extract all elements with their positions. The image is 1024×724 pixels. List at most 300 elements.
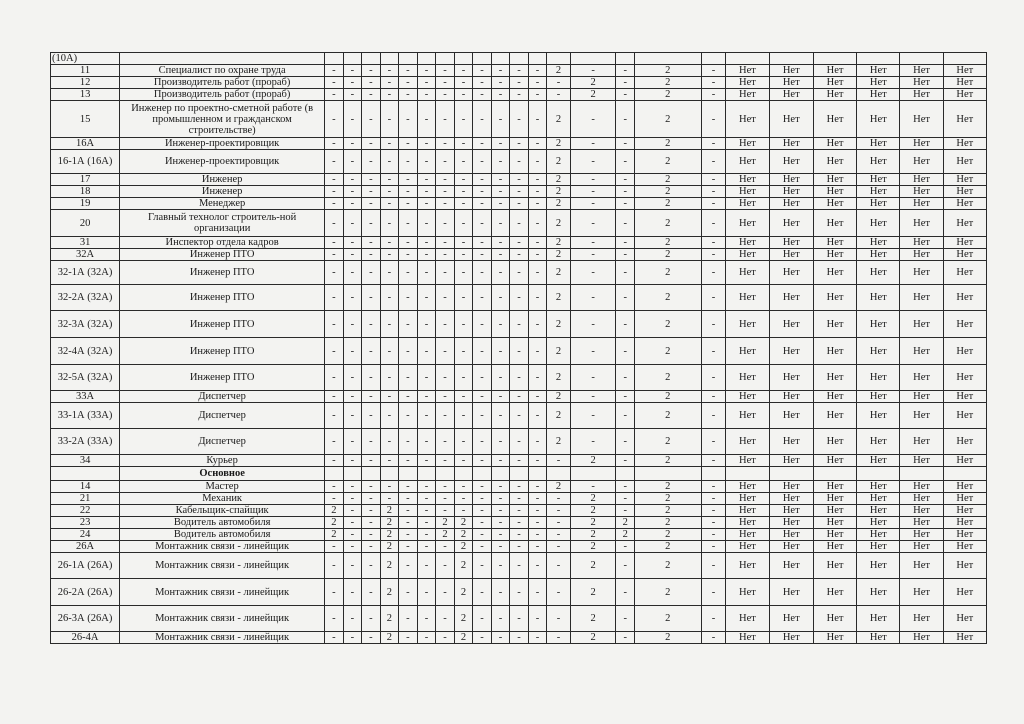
- table-cell: Нет: [943, 505, 986, 517]
- table-cell: -: [510, 429, 529, 455]
- table-cell: Нет: [813, 365, 856, 391]
- table-cell: Нет: [857, 65, 900, 77]
- table-cell: -: [491, 338, 510, 365]
- table-cell: 2: [454, 517, 473, 529]
- table-cell: -: [436, 210, 455, 237]
- table-cell: Нет: [726, 237, 769, 249]
- table-cell: -: [528, 311, 547, 338]
- position-name: Водитель автомобиля: [120, 517, 325, 529]
- table-cell: Нет: [726, 455, 769, 467]
- table-cell: 2: [570, 517, 616, 529]
- row-code: 13: [51, 89, 120, 101]
- table-cell: Нет: [769, 89, 813, 101]
- table-cell: -: [454, 65, 473, 77]
- table-cell: -: [616, 186, 635, 198]
- table-cell: -: [362, 150, 381, 174]
- table-cell: -: [616, 579, 635, 606]
- table-cell: -: [547, 517, 570, 529]
- table-row: [51, 285, 987, 311]
- table-cell: -: [380, 150, 399, 174]
- table-row: [51, 541, 987, 553]
- table-cell: -: [325, 77, 344, 89]
- table-cell: -: [701, 237, 726, 249]
- table-cell: -: [616, 285, 635, 311]
- table-cell: -: [399, 403, 418, 429]
- table-cell: -: [325, 429, 344, 455]
- table-cell: Нет: [857, 285, 900, 311]
- table-cell: -: [701, 493, 726, 505]
- table-cell: -: [417, 261, 436, 285]
- table-cell: -: [701, 529, 726, 541]
- table-cell: 2: [634, 391, 701, 403]
- table-cell: [570, 467, 616, 481]
- row-code: 26-2А (26А): [51, 579, 120, 606]
- table-cell: -: [491, 198, 510, 210]
- table-cell: -: [436, 391, 455, 403]
- table-cell: -: [362, 517, 381, 529]
- table-cell: -: [380, 101, 399, 138]
- table-cell: 2: [547, 365, 570, 391]
- table-cell: [491, 467, 510, 481]
- table-cell: Нет: [726, 553, 769, 579]
- table-cell: -: [380, 198, 399, 210]
- table-cell: -: [701, 391, 726, 403]
- table-cell: -: [510, 285, 529, 311]
- table-cell: Нет: [813, 391, 856, 403]
- table-cell: Нет: [857, 138, 900, 150]
- table-cell: [528, 467, 547, 481]
- table-cell: -: [454, 285, 473, 311]
- table-cell: [634, 53, 701, 65]
- table-cell: -: [510, 150, 529, 174]
- table-cell: Нет: [900, 338, 943, 365]
- position-name: Монтажник связи - линейщик: [120, 606, 325, 632]
- table-cell: -: [343, 186, 362, 198]
- table-row: [51, 579, 987, 606]
- table-cell: 2: [547, 391, 570, 403]
- table-cell: 2: [547, 65, 570, 77]
- table-cell: 2: [634, 138, 701, 150]
- table-cell: Нет: [769, 403, 813, 429]
- table-cell: -: [417, 186, 436, 198]
- position-name: Инженер ПТО: [120, 261, 325, 285]
- table-cell: Нет: [813, 553, 856, 579]
- table-cell: -: [399, 455, 418, 467]
- table-cell: -: [380, 481, 399, 493]
- table-cell: -: [417, 338, 436, 365]
- table-cell: -: [454, 210, 473, 237]
- table-cell: -: [491, 505, 510, 517]
- table-cell: Нет: [726, 311, 769, 338]
- table-cell: -: [343, 493, 362, 505]
- table-cell: Нет: [726, 210, 769, 237]
- table-cell: Нет: [900, 311, 943, 338]
- table-cell: -: [473, 174, 492, 186]
- table-cell: -: [473, 505, 492, 517]
- table-cell: 2: [634, 403, 701, 429]
- table-cell: -: [701, 89, 726, 101]
- table-cell: 2: [634, 101, 701, 138]
- table-cell: -: [616, 493, 635, 505]
- table-cell: Нет: [943, 65, 986, 77]
- table-cell: Нет: [726, 138, 769, 150]
- table-cell: -: [510, 101, 529, 138]
- table-row: [51, 53, 987, 65]
- table-cell: 2: [380, 632, 399, 644]
- table-cell: -: [399, 237, 418, 249]
- table-cell: -: [491, 429, 510, 455]
- table-cell: 2: [454, 541, 473, 553]
- table-cell: -: [362, 505, 381, 517]
- table-cell: -: [380, 261, 399, 285]
- table-cell: Нет: [813, 261, 856, 285]
- table-cell: -: [547, 606, 570, 632]
- position-name: Инженер-проектировщик: [120, 138, 325, 150]
- table-cell: -: [701, 311, 726, 338]
- table-cell: -: [528, 403, 547, 429]
- table-row: [51, 77, 987, 89]
- table-cell: -: [436, 311, 455, 338]
- table-cell: -: [343, 632, 362, 644]
- table-cell: -: [510, 391, 529, 403]
- table-cell: -: [528, 541, 547, 553]
- table-cell: -: [454, 493, 473, 505]
- table-cell: -: [399, 505, 418, 517]
- table-cell: Нет: [857, 186, 900, 198]
- table-cell: -: [380, 403, 399, 429]
- table-cell: -: [510, 210, 529, 237]
- table-row: [51, 210, 987, 237]
- table-cell: -: [616, 391, 635, 403]
- table-cell: 2: [380, 505, 399, 517]
- table-cell: -: [399, 77, 418, 89]
- table-cell: -: [510, 174, 529, 186]
- table-cell: Нет: [943, 186, 986, 198]
- table-cell: -: [701, 150, 726, 174]
- table-cell: -: [454, 429, 473, 455]
- table-cell: Нет: [943, 174, 986, 186]
- table-row: [51, 517, 987, 529]
- table-cell: Нет: [857, 365, 900, 391]
- table-cell: -: [436, 77, 455, 89]
- table-cell: -: [362, 493, 381, 505]
- table-cell: Нет: [813, 429, 856, 455]
- table-cell: -: [473, 101, 492, 138]
- table-cell: -: [473, 391, 492, 403]
- staff-table: [50, 52, 987, 644]
- table-cell: -: [399, 338, 418, 365]
- table-cell: -: [454, 455, 473, 467]
- table-cell: -: [616, 481, 635, 493]
- table-cell: Нет: [900, 101, 943, 138]
- table-cell: -: [473, 455, 492, 467]
- table-cell: -: [701, 210, 726, 237]
- table-cell: -: [528, 505, 547, 517]
- table-cell: -: [491, 150, 510, 174]
- table-cell: -: [454, 174, 473, 186]
- table-cell: Нет: [943, 429, 986, 455]
- table-cell: Нет: [900, 553, 943, 579]
- table-cell: -: [436, 553, 455, 579]
- position-name: Инженер ПТО: [120, 285, 325, 311]
- table-cell: Нет: [900, 138, 943, 150]
- table-cell: -: [701, 101, 726, 138]
- table-cell: -: [343, 210, 362, 237]
- table-cell: -: [399, 285, 418, 311]
- table-cell: [399, 53, 418, 65]
- table-cell: -: [417, 606, 436, 632]
- table-cell: -: [473, 579, 492, 606]
- table-cell: Нет: [813, 150, 856, 174]
- table-cell: -: [343, 517, 362, 529]
- table-cell: -: [325, 553, 344, 579]
- table-cell: -: [343, 579, 362, 606]
- table-cell: -: [454, 311, 473, 338]
- table-cell: Нет: [900, 541, 943, 553]
- table-cell: Нет: [943, 285, 986, 311]
- table-cell: 2: [634, 261, 701, 285]
- table-cell: -: [510, 632, 529, 644]
- table-cell: -: [473, 89, 492, 101]
- table-cell: Нет: [900, 517, 943, 529]
- table-row: [51, 455, 987, 467]
- table-cell: Нет: [943, 606, 986, 632]
- table-cell: -: [325, 65, 344, 77]
- table-cell: -: [570, 391, 616, 403]
- table-row: [51, 505, 987, 517]
- table-cell: -: [399, 553, 418, 579]
- table-cell: 2: [570, 77, 616, 89]
- table-cell: Нет: [769, 529, 813, 541]
- table-cell: Нет: [943, 632, 986, 644]
- table-cell: -: [362, 249, 381, 261]
- table-cell: [436, 53, 455, 65]
- table-cell: -: [510, 65, 529, 77]
- table-cell: 2: [454, 529, 473, 541]
- table-cell: Нет: [769, 553, 813, 579]
- table-cell: Нет: [726, 365, 769, 391]
- table-cell: 2: [634, 285, 701, 311]
- position-name: Производитель работ (прораб): [120, 89, 325, 101]
- table-cell: -: [343, 429, 362, 455]
- table-cell: -: [491, 210, 510, 237]
- table-cell: -: [436, 150, 455, 174]
- table-cell: -: [570, 338, 616, 365]
- table-cell: -: [362, 632, 381, 644]
- position-name: Механик: [120, 493, 325, 505]
- table-cell: -: [454, 150, 473, 174]
- table-cell: [417, 53, 436, 65]
- table-cell: -: [399, 198, 418, 210]
- table-cell: -: [528, 89, 547, 101]
- table-cell: -: [380, 89, 399, 101]
- table-cell: -: [510, 403, 529, 429]
- table-cell: -: [417, 553, 436, 579]
- row-code: 11: [51, 65, 120, 77]
- table-cell: Нет: [857, 517, 900, 529]
- table-cell: -: [399, 517, 418, 529]
- table-cell: -: [362, 311, 381, 338]
- table-cell: -: [473, 77, 492, 89]
- table-cell: -: [399, 391, 418, 403]
- table-cell: -: [325, 198, 344, 210]
- table-cell: Нет: [813, 138, 856, 150]
- table-cell: -: [701, 553, 726, 579]
- table-cell: [325, 467, 344, 481]
- table-cell: Нет: [769, 138, 813, 150]
- table-cell: Нет: [769, 429, 813, 455]
- table-cell: -: [325, 101, 344, 138]
- row-code: 20: [51, 210, 120, 237]
- table-cell: Нет: [900, 249, 943, 261]
- table-cell: -: [417, 249, 436, 261]
- table-cell: -: [547, 77, 570, 89]
- table-cell: -: [343, 403, 362, 429]
- table-row: [51, 429, 987, 455]
- table-cell: [380, 53, 399, 65]
- table-cell: -: [616, 65, 635, 77]
- table-cell: Нет: [943, 579, 986, 606]
- table-cell: -: [528, 150, 547, 174]
- table-cell: 2: [634, 186, 701, 198]
- table-cell: -: [528, 481, 547, 493]
- table-cell: -: [343, 391, 362, 403]
- table-cell: -: [473, 606, 492, 632]
- row-code: 32-4А (32А): [51, 338, 120, 365]
- table-cell: -: [436, 429, 455, 455]
- table-cell: Нет: [769, 101, 813, 138]
- table-cell: 2: [380, 553, 399, 579]
- table-cell: -: [570, 138, 616, 150]
- row-code: 16-1А (16А): [51, 150, 120, 174]
- row-code: 22: [51, 505, 120, 517]
- table-cell: [510, 467, 529, 481]
- table-cell: -: [570, 198, 616, 210]
- table-cell: Нет: [900, 210, 943, 237]
- position-name: Диспетчер: [120, 429, 325, 455]
- table-cell: -: [570, 429, 616, 455]
- table-cell: -: [510, 365, 529, 391]
- row-code: 26-3А (26А): [51, 606, 120, 632]
- table-cell: -: [325, 249, 344, 261]
- table-cell: -: [491, 529, 510, 541]
- table-cell: Нет: [769, 493, 813, 505]
- table-cell: 2: [634, 517, 701, 529]
- table-cell: Нет: [813, 198, 856, 210]
- row-code: 32-3А (32А): [51, 311, 120, 338]
- table-cell: 2: [634, 579, 701, 606]
- table-cell: 2: [325, 505, 344, 517]
- table-cell: -: [417, 529, 436, 541]
- table-cell: Нет: [943, 338, 986, 365]
- table-cell: -: [417, 138, 436, 150]
- table-cell: -: [343, 174, 362, 186]
- table-cell: Нет: [769, 249, 813, 261]
- table-cell: Нет: [943, 198, 986, 210]
- table-cell: -: [473, 403, 492, 429]
- table-cell: Нет: [813, 285, 856, 311]
- table-cell: Нет: [769, 391, 813, 403]
- position-name: Инженер-проектировщик: [120, 150, 325, 174]
- table-cell: -: [701, 481, 726, 493]
- row-code: 32-2А (32А): [51, 285, 120, 311]
- table-cell: -: [436, 261, 455, 285]
- table-cell: 2: [570, 455, 616, 467]
- table-cell: -: [528, 529, 547, 541]
- table-cell: -: [362, 481, 381, 493]
- table-cell: Нет: [900, 481, 943, 493]
- table-cell: Нет: [726, 101, 769, 138]
- table-cell: [473, 467, 492, 481]
- table-cell: -: [362, 198, 381, 210]
- table-cell: -: [528, 493, 547, 505]
- table-cell: -: [417, 541, 436, 553]
- table-cell: -: [436, 186, 455, 198]
- table-cell: Нет: [769, 198, 813, 210]
- table-cell: [900, 467, 943, 481]
- table-cell: -: [325, 541, 344, 553]
- table-cell: -: [325, 89, 344, 101]
- table-cell: -: [380, 455, 399, 467]
- position-name: Инженер: [120, 186, 325, 198]
- table-cell: -: [454, 261, 473, 285]
- table-cell: -: [417, 455, 436, 467]
- table-cell: Нет: [857, 579, 900, 606]
- table-cell: -: [473, 65, 492, 77]
- table-cell: Нет: [726, 338, 769, 365]
- table-cell: -: [528, 517, 547, 529]
- table-cell: -: [473, 529, 492, 541]
- table-cell: [454, 467, 473, 481]
- table-cell: [491, 53, 510, 65]
- table-cell: -: [436, 365, 455, 391]
- table-cell: -: [417, 365, 436, 391]
- table-cell: -: [491, 541, 510, 553]
- table-cell: -: [454, 338, 473, 365]
- table-cell: Нет: [857, 505, 900, 517]
- table-cell: -: [362, 541, 381, 553]
- table-cell: Нет: [726, 285, 769, 311]
- table-cell: Нет: [813, 65, 856, 77]
- table-cell: -: [701, 77, 726, 89]
- table-cell: -: [701, 579, 726, 606]
- table-cell: -: [510, 77, 529, 89]
- table-cell: [343, 53, 362, 65]
- table-cell: -: [616, 455, 635, 467]
- table-row: [51, 403, 987, 429]
- table-cell: Нет: [943, 365, 986, 391]
- table-row: [51, 198, 987, 210]
- table-cell: -: [380, 210, 399, 237]
- table-cell: -: [616, 198, 635, 210]
- table-cell: 2: [436, 517, 455, 529]
- position-name: Менеджер: [120, 198, 325, 210]
- table-cell: -: [454, 89, 473, 101]
- table-cell: Нет: [769, 606, 813, 632]
- table-cell: -: [399, 186, 418, 198]
- table-cell: -: [570, 261, 616, 285]
- table-cell: Нет: [769, 237, 813, 249]
- table-cell: Нет: [813, 249, 856, 261]
- position-name: Главный технолог строитель-ной организации: [120, 210, 325, 237]
- table-cell: -: [399, 65, 418, 77]
- table-cell: -: [528, 198, 547, 210]
- table-cell: [726, 467, 769, 481]
- table-cell: -: [473, 429, 492, 455]
- table-cell: -: [399, 529, 418, 541]
- table-cell: -: [473, 493, 492, 505]
- table-cell: -: [473, 210, 492, 237]
